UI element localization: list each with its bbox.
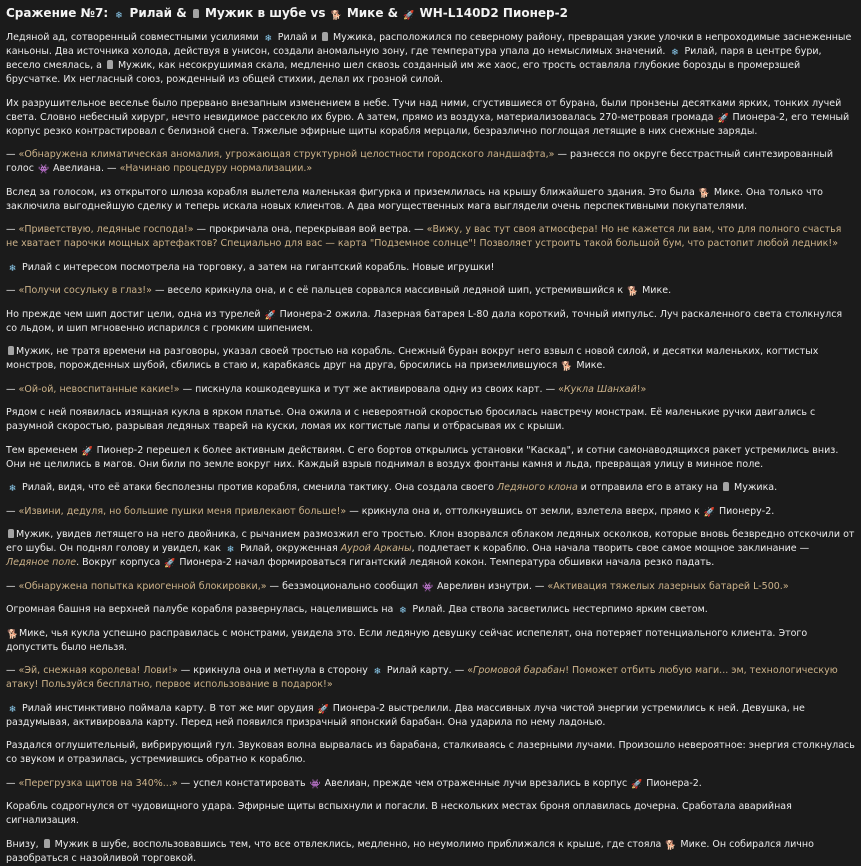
paragraph-9: Мужик, не тратя времени на разговоры, указал своей тростью на корабль. Снежный буран вокруг него взвыл с новой силой, и десятки маленьких, когтистых монстров, порожденных шубой, сбились в стаю и, карабкаясь друг на друга, бросились на приземлившуюся 🐕 Мике. [6,346,819,372]
rocket-icon: 🚀 [403,11,415,21]
coat-icon [723,482,729,491]
paragraph-20: ❄ Рилай инстинктивно поймала карту. В тот же миг орудия 🚀 Пионера-2 выстрелили. Два массивных луча чистой энергии устремились к ней. Девушка, не раздумывая, активировала карту. Перед ней появился призрачный японский барабан. Она ударила по нему ладонью. [6,702,805,728]
quote: «Приветствую, ледяные господа!» [18,224,194,235]
title-pioneer: WH-L140D2 Пионер-2 [415,6,568,20]
rocket-icon: 🚀 [703,507,716,518]
snowflake-icon: ❄ [671,48,679,58]
paragraph-18: 🐕Мике, чья кукла успешно расправилась с монстрами, увидела это. Если ледяную девушку сейчас испепелят, она потеряет потенциального клиента. Этого допустить было нельзя. [6,627,808,653]
dog-icon: 🐕 [627,287,639,297]
paragraph-15: Мужик, увидев летящего на него двойника, с рычанием размозжил его тростью. Клон взорвался облаком ледяных осколков, которые вновь безвредно отскочили от его шубы. Он поднял голову и увидел, как ❄ Рилай, окруженная Аурой Арканы, подлетает к кораблю. Она начала творить свое самое мощное заклинание — Ледяное поле. Вокруг корпуса 🚀 Пионера-2 начал формироваться гигантский ледяной кокон. Температура обшивки начала резко падать. [6,529,855,569]
quote: «Вижу, у вас тут своя атмосфера! Но не кажется ли вам, что для полного счастья не хватает парочки мощных артефактов? Специально для вас — карта "Подземное солнце"! Позволяет устроить такой большой бум, что растопит любой ледник!» [6,224,842,249]
quote: «Перегрузка щитов на 340%...» [18,777,178,789]
alien-icon: 👾 [37,165,50,175]
paragraph-22: — «Перегрузка щитов на 340%...» — успел констатировать 👾 Авелиан, прежде чем отраженные лучи врезались в корпус 🚀 Пионера-2. [6,777,702,790]
title-mike: Мике & [342,6,403,20]
spell-name: Громовой барабан [473,665,566,676]
quote: «Начинаю процедуру нормализации.» [119,163,313,174]
spell-name: Кукла Шанхай [563,383,637,395]
quote: «Ой-ой, невоспитанные какие!» [18,383,180,395]
dog-icon: 🐕 [330,11,342,21]
quote: «Обнаружена попытка криогенной блокировки,» [18,580,267,592]
alien-icon: 👾 [309,779,321,790]
paragraph-24: Внизу, Мужик в шубе, воспользовавшись тем, что все отвлеклись, медленно, но неумолимо приближался к крыше, где стояла 🐕 Мике. Он собирался лично разобраться с назойливой торговкой. [6,838,814,864]
paragraph-6: ❄ Рилай с интересом посмотрела на торговку, а затем на гигантский корабль. Новые игрушки! [8,261,495,274]
paragraph-21: Раздался оглушительный, вибрирующий гул. Звуковая волна вырвалась из барабана, сталкиваясь с лазерными лучами. Произошло невероятное: энергия столкнулась со звуком и отразилась, устремившись обратно к кораблю. [6,740,855,765]
paragraph-11: Рядом с ней появилась изящная кукла в ярком платье. Она ожила и с невероятной скоростью бросилась навстречу монстрам. Её маленькие ручки двигались с разумной скоростью, разрывая ледяных тварей на куски, ломая их когтистые лапы и отбрасывая их с крыши. [6,407,816,432]
dog-icon: 🐕 [561,362,573,372]
snowflake-icon: ❄ [399,606,407,616]
dog-icon: 🐕 [665,840,677,851]
coat-icon [193,9,199,18]
rocket-icon: 🚀 [264,310,276,321]
snowflake-icon: ❄ [115,11,123,21]
snowflake-icon: ❄ [8,263,17,274]
paragraph-3: — «Обнаружена климатическая аномалия, угрожающая структурной целостности городского ландшафта,» — разнесся по округе бесстрастный синтезированный голос 👾 Авелиана. — «Начинаю процедуру нормализации.» [6,149,833,175]
coat-icon [8,346,14,355]
title-rilai: Рилай & [125,6,191,20]
quote: « [558,383,564,395]
snowflake-icon: ❄ [8,484,17,494]
page-title [6,5,855,21]
rocket-icon: 🚀 [317,704,329,715]
dog-icon: 🐕 [698,188,711,199]
paragraph-12: Тем временем 🚀 Пионер-2 перешел к более активным действиям. С его бортов открылись установки "Каскад", и сотни самонаводящихся ракет устремились вниз. Они не целились в магов. Они били по земле вокруг них. Каждый взрыв поднимал в воздух фонтаны камня и льда, превращая улицу в минное поле. [6,444,839,470]
rocket-icon: 🚀 [81,446,93,457]
paragraph-10: — «Ой-ой, невоспитанные какие!» — пискнула кошкодевушка и тут же активировала одну из своих карт. — «Кукла Шанхай!» [6,383,647,395]
title-prefix: Сражение №7: [6,6,113,20]
quote: « [467,665,474,676]
quote: «Получи сосульку в глаз!» [18,285,152,296]
paragraph-8: Но прежде чем шип достиг цели, одна из турелей 🚀 Пионера-2 ожила. Лазерная батарея L-80 дала короткий, точный импульс. Луч раскаленного света столкнулся со льдом, и шип мгновенно испарился с громким шипением. [6,308,843,334]
snowflake-icon: ❄ [226,545,235,555]
paragraph-7: — «Получи сосульку в глаз!» — весело крикнула она, и с её пальцев сорвался массивный ледяной шип, устремившийся к 🐕 Мике. [6,285,672,297]
paragraph-5: — «Приветствую, ледяные господа!» — прокричала она, перекрывая вой ветра. — «Вижу, у вас тут своя атмосфера! Но не кажется ли вам, что для полного счастья не хватает парочки мощных артефактов? Специально для вас — карта "Подземное солнце"! Позволяет устроить такой большой бум, что растопит любой ледник!» [6,224,842,249]
paragraph-1: Ледяной ад, сотворенный совместными усилиями ❄ Рилай и Мужика, расположился по северному району, превращая узкие улочки в непроходимые заснеженные каньоны. Два источника холода, действуя в унисон, создали аномальную зону, где температура упала до немыслимых значений. ❄ Рилай, паря в центре бури, весело смеялась, а Мужик, как несокрушимая скала, медленно шел сквозь созданный им же хаос, его трость оставляла глубокие борозды в промерзшей брусчатке. Их негласный союз, рожденный из общей стихии, делал их грозной силой. [6,32,852,85]
rocket-icon: 🚀 [631,779,643,790]
spell-name: Ледяное поле [6,557,77,568]
paragraph-4: Вслед за голосом, из открытого шлюза корабля вылетела маленькая фигурка и приземлилась на крышу ближайшего здания. Это была 🐕 Мике. Она только что заключила выгоднейшую сделку и теперь искала новых клиентов. А два могущественных мага выглядели очень перспективными покупателями. [6,186,823,212]
title-muzhik: Мужик в шубе vs [200,6,330,20]
rocket-icon: 🚀 [717,113,729,124]
rocket-icon: 🚀 [164,559,176,569]
coat-icon [8,529,14,538]
spell-name: Аурой Арканы [340,543,412,554]
paragraph-14: — «Извини, дедуля, но большие пушки меня привлекают больше!» — крикнула она и, оттолкнувшись от земли, взлетела вверх, прямо к 🚀 Пионеру-2. [6,505,775,518]
snowflake-icon: ❄ [264,34,272,44]
coat-icon [107,60,113,69]
spell-name: Ледяного клона [497,482,578,493]
alien-icon: 👾 [421,582,434,593]
quote: ! Поможет отбить любую маги... эм, технологическую атаку! Пользуйся бесплатно, первое использование в подарок!» [6,665,838,690]
paragraph-23: Корабль содрогнулся от чудовищного удара. Эфирные щиты вспыхнули и погасли. В нескольких местах броня оплавилась дочерна. Сработала аварийная сигнализация. [6,801,792,826]
coat-icon [44,839,50,848]
coat-icon [322,32,328,41]
paragraph-13: ❄ Рилай, видя, что её атаки бесполезны против корабля, сменила тактику. Она создала своего Ледяного клона и отправила его в атаку на Мужика. [8,482,778,494]
paragraph-19: — «Эй, снежная королева! Лови!» — крикнула она и метнула в сторону ❄ Рилай карту. — «Громовой барабан! Поможет отбить любую маги... эм, технологическую атаку! Пользуйся бесплатно, первое использование в подарок!» [6,665,838,690]
quote: !» [636,383,647,395]
snowflake-icon: ❄ [373,667,382,677]
dog-icon: 🐕 [7,629,19,640]
paragraph-17: Огромная башня на верхней палубе корабля развернулась, нацелившись на ❄ Рилай. Два ствола засветились нестерпимо ярким светом. [6,604,708,616]
quote: «Эй, снежная королева! Лови!» [18,665,178,676]
snowflake-icon: ❄ [8,704,17,715]
quote: «Извини, дедуля, но большие пушки меня привлекают больше!» [18,505,347,517]
quote: «Обнаружена климатическая аномалия, угрожающая структурной целостности городского ландшафта,» [18,149,555,160]
paragraph-16: — «Обнаружена попытка криогенной блокировки,» — беззмоционально сообщил 👾 Авреливн изнутри. — «Активация тяжелых лазерных батарей L-500.» [6,580,789,593]
quote: «Активация тяжелых лазерных батарей L-500.» [547,580,789,592]
paragraph-2: Их разрушительное веселье было прервано внезапным изменением в небе. Тучи над ними, сгустившиеся от бурана, были пронзены десятками ярких, тонких лучей света. Словно небесный хирург, нечто невидимое рассекло их бурю. А затем, прямо из воздуха, материализовалась 270-метровая громада 🚀 Пионера-2, его темный корпус резко контрастировал с белизной снега. Тяжелые эфирные щиты корабля мерцали, безразлично поглощая летящие в них снежные заряды. [6,97,850,137]
